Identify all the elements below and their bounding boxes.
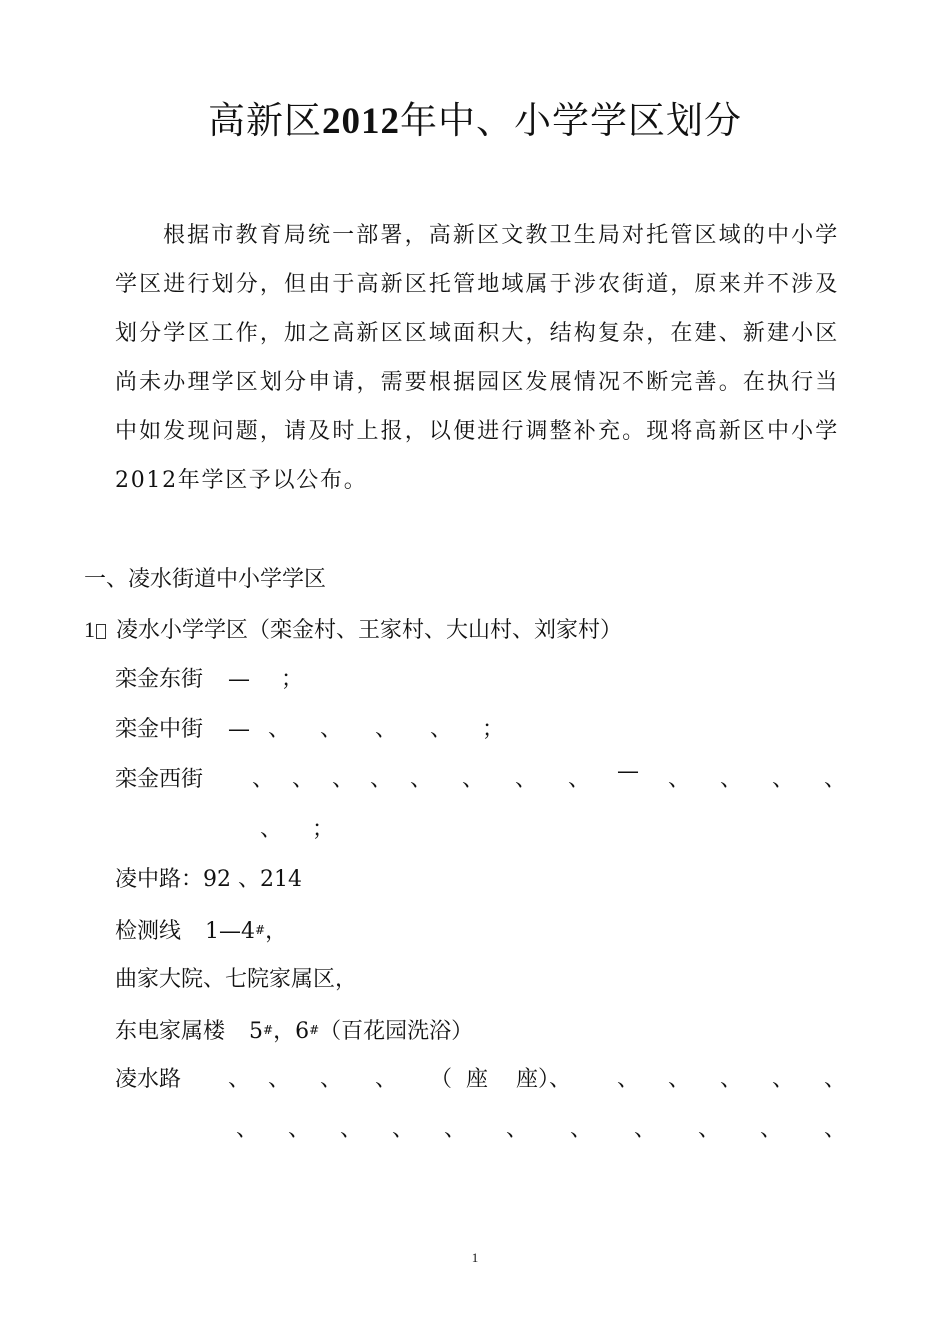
item-1-number: 1	[84, 617, 95, 642]
page-number: 1	[471, 1250, 479, 1265]
row-comma: 、	[570, 1117, 593, 1142]
row-comma: 、	[332, 767, 355, 792]
row-comma: 、	[292, 767, 315, 792]
row-comma: 、	[236, 1117, 259, 1142]
row-semicolon: ；	[281, 667, 304, 692]
item-1-text: 凌水小学学区（栾金村、王家村、大山村、刘家村）	[116, 618, 623, 643]
row-value-6: ，6	[273, 1019, 310, 1044]
row-comma: 、	[462, 767, 485, 792]
row-comma: 、	[340, 1117, 363, 1142]
row-comma: 、	[824, 767, 847, 792]
row-comma: 、	[268, 717, 291, 742]
row-comma: 、	[506, 1117, 529, 1142]
row-comma: 、	[568, 767, 591, 792]
row-dash: —	[617, 759, 639, 784]
item-1-marker	[96, 624, 106, 639]
row-comma: 、	[617, 1067, 640, 1092]
intro-paragraph: 根据市教育局统一部署，高新区文教卫生局对托管区域的中小学学区进行划分，但由于高新区托管地域属于涉农街道，原来并不涉及划分学区工作，加之高新区区域面积大，结构复杂，在建、新建小区尚未办理学区划分申请，需要根据园区发展情况不断完善。在执行当中如发现问题，请及时上报，以便进行调整补充。现将高新区中小学2012年学区予以公布。	[115, 223, 839, 493]
row-comma: 、	[320, 717, 343, 742]
row-label: 栾金中街	[115, 717, 204, 742]
row-comma: 、	[260, 817, 283, 842]
row-label: 东电家属楼	[115, 1019, 226, 1044]
row-comma: 、	[515, 767, 538, 792]
row-comma: 、	[252, 767, 275, 792]
row-comma: 、	[668, 1067, 691, 1092]
row-comma: 、	[228, 1067, 251, 1092]
row-comma: 、	[720, 1067, 743, 1092]
row-end: ，	[265, 919, 288, 944]
row-comma: 、	[288, 1117, 311, 1142]
item-1-heading	[84, 614, 622, 647]
row-comma: 、	[824, 1117, 847, 1142]
row-comma: 、	[410, 767, 433, 792]
row-comma: 、	[320, 1067, 343, 1092]
hash-mark: #	[255, 923, 266, 937]
row-value: 1—4	[205, 919, 256, 944]
row-dash: —	[228, 667, 250, 692]
row-comma: 、	[634, 1117, 657, 1142]
row-comma: 、	[375, 717, 398, 742]
row-comma: 、	[760, 1117, 783, 1142]
title-year: 2012	[322, 101, 400, 142]
hash-mark: #	[309, 1023, 320, 1037]
row-label: 栾金东街	[115, 667, 204, 692]
row-comma: 、	[392, 1117, 415, 1142]
row-dongdian-building	[115, 1014, 473, 1048]
row-comma: 、	[772, 1067, 795, 1092]
row-comma: 、	[668, 767, 691, 792]
row-semicolon: ；	[482, 717, 505, 742]
row-zuo: 座	[466, 1067, 489, 1092]
row-label: 栾金西街	[115, 767, 204, 792]
row-lingzhong-road: 凌中路：92 、214	[115, 867, 302, 892]
hash-mark: #	[263, 1023, 274, 1037]
row-end: （百花园洗浴）	[319, 1019, 474, 1044]
row-label: 凌水路	[115, 1067, 182, 1092]
row-value-5: 5	[249, 1019, 264, 1044]
row-dash: —	[228, 717, 250, 742]
row-comma: 、	[375, 1067, 398, 1092]
row-comma: 、	[698, 1117, 721, 1142]
row-comma: 、	[720, 767, 743, 792]
row-comma: 、	[430, 717, 453, 742]
row-semicolon: ；	[312, 817, 335, 842]
row-comma: 、	[824, 1067, 847, 1092]
row-label: 检测线	[115, 919, 182, 944]
row-comma: 、	[444, 1117, 467, 1142]
document-title	[0, 96, 950, 147]
row-zuo: 座）、	[516, 1067, 572, 1092]
section-heading: 一、凌水街道中小学学区	[84, 567, 327, 592]
row-comma: 、	[772, 767, 795, 792]
title-prefix: 高新区	[208, 99, 322, 142]
row-paren-open: （	[430, 1067, 453, 1092]
row-comma: 、	[370, 767, 393, 792]
row-comma: 、	[268, 1067, 291, 1092]
title-suffix: 年中、小学学区划分	[400, 99, 742, 142]
row-jiance-line	[115, 914, 287, 948]
row-qujia-yard: 曲家大院、七院家属区，	[115, 967, 358, 992]
